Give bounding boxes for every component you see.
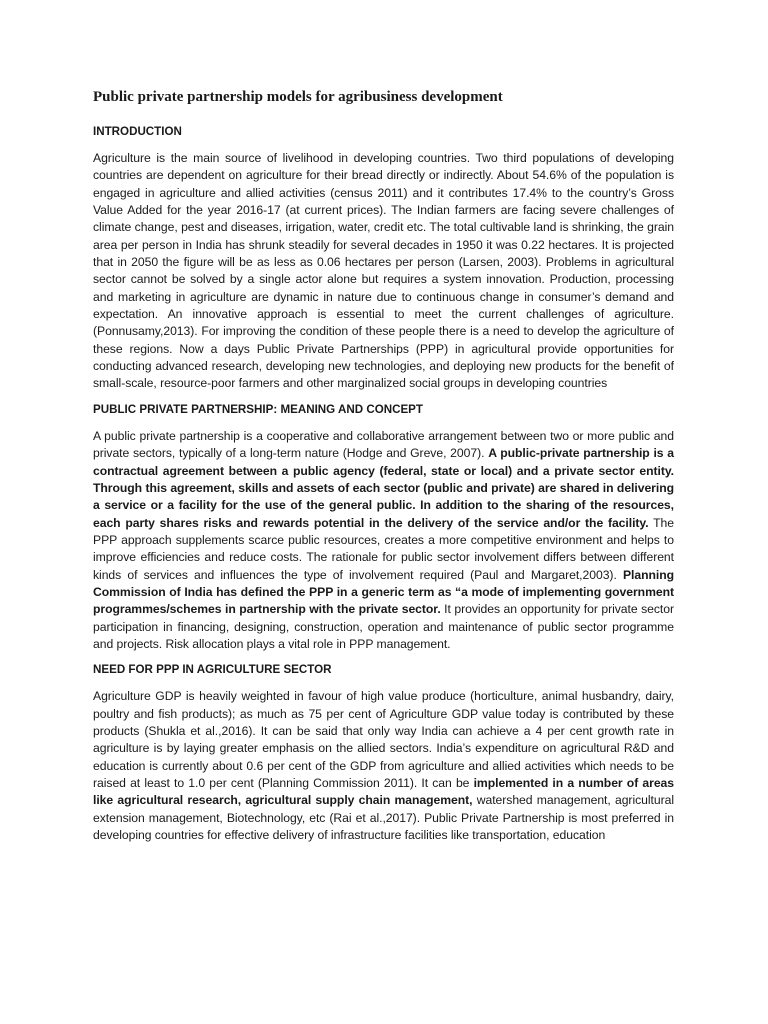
introduction-paragraph bbox=[93, 150, 674, 393]
text-segment: It provides an opportunity for private sector participation in financing, designing, construction, operation and maintenance of public sector programme and projects. Risk allocation plays a vital role in PPP management. bbox=[93, 602, 674, 651]
section-heading-ppp-meaning: PUBLIC PRIVATE PARTNERSHIP: MEANING AND CONCEPT bbox=[93, 402, 424, 416]
bold-text-segment: A public-private partnership is a contractual agreement between a public agency (federal, state or local) and a private sector entity. Through this agreement, skills and assets of each sector (public and private) are shared in delivering a service or a facility for the use of the general public. In addition to the sharing of the resources, each party shares risks and rewards potential in the delivery of the service and/or the facility. bbox=[93, 446, 675, 530]
text-segment: The PPP approach supplements scarce public resources, creates a more competitive environment and helps to improve efficiencies and reduce costs. The rationale for public sector involvement differs between different kinds of services and influences the type of involvement required (Paul and Margaret,2003). bbox=[93, 515, 674, 582]
need-for-ppp-paragraph bbox=[93, 688, 674, 844]
bold-text-segment: implemented in a number of areas like agricultural research, agricultural supply chain management, bbox=[93, 776, 675, 808]
ppp-meaning-paragraph bbox=[93, 428, 674, 653]
text-segment: Agriculture is the main source of livelihood in developing countries. Two third populations of developing countries are dependent on agriculture for their bread directly or indirectly. About 54.6% of the population is engaged in agriculture and allied activities (census 2011) and it contributes 17.4% to the country’s Gross Value Added for the year 2016-17 (at current prices). The Indian farmers are facing severe challenges of climate change, pest and diseases, irrigation, water, credit etc. The total cultivable land is shrinking, the grain area per person in India has shrunk steadily for several decades in 1950 it was 0.22 hectares. It is projected that in 2050 the figure will be as less as 0.06 hectares per person (Larsen, 2003). Problems in agricultural sector cannot be solved by a single actor alone but requires a system innovation. Production, processing and marketing in agriculture are dynamic in nature due to continuous change in consumer’s demand and expectation. An innovative approach is essential to meet the current challenges of agriculture. (Ponnusamy,2013). For improving the condition of these people there is a need to develop the agriculture of these regions. Now a days Public Private Partnerships (PPP) in agricultural provide opportunities for conducting advanced research, developing new technologies, and deploying new products for the benefit of small-scale, resource-poor farmers and other marginalized social groups in developing countries bbox=[93, 151, 674, 391]
section-heading-introduction: INTRODUCTION bbox=[93, 125, 182, 138]
section-heading-need-for-ppp: NEED FOR PPP IN AGRICULTURE SECTOR bbox=[93, 663, 332, 677]
bold-text-segment: Planning Commission of India has defined the PPP in a generic term as “a mode of implementing government programmes/schemes in partnership with the private sector. bbox=[93, 567, 674, 617]
text-segment: watershed management, agricultural extension management, Biotechnology, etc (Rai et al.,2017). Public Private Partnership is most preferred in developing countries for effective delivery of infrastructure facilities like transportation, education bbox=[93, 793, 674, 843]
text-segment: Agriculture GDP is heavily weighted in favour of high value produce (horticulture, animal husbandry, dairy, poultry and fish products); as much as 75 per cent of Agriculture GDP value today is contributed by these products (Shukla et al.,2016). It can be said that only way India can achieve a 4 per cent growth rate in agriculture is by laying greater emphasis on the allied sectors. India’s expenditure on agricultural R&D and education is currently about 0.6 per cent of the GDP from agriculture and allied activities which needs to be raised at least to 1.0 per cent (Planning Commission 2011). It can be bbox=[93, 689, 674, 790]
text-segment: A public private partnership is a cooperative and collaborative arrangement between two or more public and private sectors, typically of a long-term nature (Hodge and Greve, 2007). bbox=[93, 428, 674, 461]
document-title: Public private partnership models for agribusiness development bbox=[93, 89, 503, 105]
